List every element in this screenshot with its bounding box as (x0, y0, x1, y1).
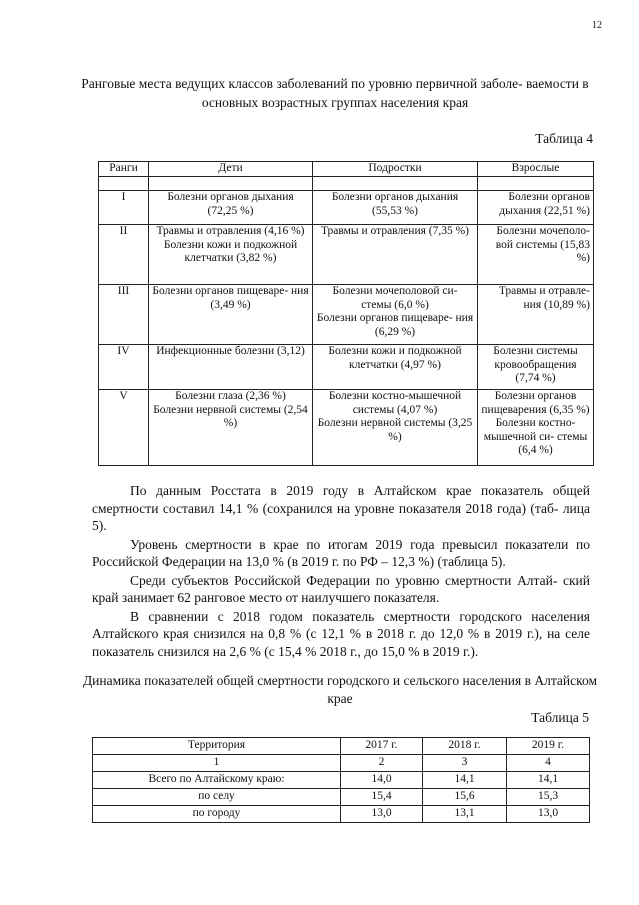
adults-cell: Болезни органов дыхания (22,51 %) (478, 191, 594, 225)
table-row (93, 772, 590, 789)
header-2017: 2017 г. (341, 738, 423, 755)
value-2018: 15,6 (423, 789, 507, 806)
header-2019: 2019 г. (507, 738, 590, 755)
teens-cell (313, 285, 478, 345)
column-number: 2 (341, 755, 423, 772)
value-2018: 13,1 (423, 806, 507, 823)
column-number: 1 (93, 755, 341, 772)
value-2017: 14,0 (341, 772, 423, 789)
teens-cell: Травмы и отравления (7,35 %) (313, 225, 478, 285)
teens-item-2: Болезни нервной системы (3,25 %) (317, 417, 473, 443)
header-ranks: Ранги (99, 162, 149, 177)
value-2017: 13,0 (341, 806, 423, 823)
table-row (99, 191, 594, 225)
table-row (99, 285, 594, 345)
paragraph: Среди субъектов Российской Федерации по уровню смертности Алтай- ский край занимает 62 ранговое место от наилучшего показателя. (92, 572, 590, 605)
table4 (98, 161, 594, 466)
table-row (93, 789, 590, 806)
adults-cell: Болезни системы кровообращения (7,74 %) (478, 345, 594, 390)
value-2019: 15,3 (507, 789, 590, 806)
territory-cell: Всего по Алтайскому краю: (93, 772, 341, 789)
table4-label: Таблица 4 (535, 131, 593, 146)
teens-item-1: Болезни мочеполовой си- стемы (6,0 %) (332, 285, 458, 311)
teens-cell: Болезни кожи и подкожной клетчатки (4,97 %) (313, 345, 478, 390)
rank-cell: V (99, 390, 149, 466)
rank-cell: III (99, 285, 149, 345)
teens-cell: Болезни органов дыхания (55,53 %) (313, 191, 478, 225)
children-item-2: Болезни кожи и подкожной клетчатки (3,82 %) (163, 238, 298, 265)
page-number: 12 (592, 20, 602, 31)
paragraph: По данным Росстата в 2019 году в Алтайском крае показатель общей смертности составил 14,1 % (сохранился на уровне показателя 2018 года) (таб- лица 5). (92, 483, 590, 533)
children-item-1: Травмы и отравления (4,16 %) (156, 225, 305, 237)
adults-cell: Травмы и отравле- ния (10,89 %) (478, 285, 594, 345)
table4-header-row (99, 162, 594, 177)
value-2018: 14,1 (423, 772, 507, 789)
value-2017: 15,4 (341, 789, 423, 806)
children-cell: Инфекционные болезни (3,12) (149, 345, 313, 390)
territory-cell: по селу (93, 789, 341, 806)
header-teens: Подростки (313, 162, 478, 177)
paragraph: Уровень смертности в крае по итогам 2019 года превысил показатели по Российской Федерации на 13,0 % (в 2019 г. по РФ – 12,3 %) (таблица 5). (92, 536, 590, 569)
header-adults: Взрослые (478, 162, 594, 177)
paragraph: В сравнении с 2018 годом показатель смертности городского населения Алтайского края снизился на 0,8 % (с 12,1 % в 2018 г. до 12,0 % в 2019 г.), на селе показатель снизился на 2,6 % (с 15,4 % 2018 г., до 15,0 % в 2019 г.). (92, 608, 590, 659)
body-text (92, 482, 590, 660)
header-2018: 2018 г. (423, 738, 507, 755)
table5-label: Таблица 5 (531, 710, 589, 725)
teens-cell (313, 390, 478, 466)
column-number: 3 (423, 755, 507, 772)
children-cell: Болезни органов дыхания (72,25 %) (149, 191, 313, 225)
children-cell (149, 225, 313, 285)
table5-header-row (93, 738, 590, 755)
teens-item-1: Болезни костно-мышечной системы (4,07 %) (328, 390, 462, 416)
table4-blank-row (99, 177, 594, 191)
children-cell (149, 390, 313, 466)
value-2019: 14,1 (507, 772, 590, 789)
rank-cell: IV (99, 345, 149, 390)
table-row (99, 390, 594, 466)
territory-cell: по городу (93, 806, 341, 823)
header-children: Дети (149, 162, 313, 177)
table5 (92, 737, 590, 823)
table-row (93, 806, 590, 823)
rank-cell: II (99, 225, 149, 285)
table-row (99, 345, 594, 390)
teens-item-2: Болезни органов пищеваре- ния (6,29 %) (316, 312, 474, 338)
table5-number-row (93, 755, 590, 772)
adults-cell: Болезни мочеполо- вой системы (15,83 %) (478, 225, 594, 285)
children-item-1: Болезни глаза (2,36 %) (175, 390, 286, 402)
children-item-2: Болезни нервной системы (2,54 %) (153, 403, 308, 430)
table-row (99, 225, 594, 285)
children-cell: Болезни органов пищеваре- ния (3,49 %) (149, 285, 313, 345)
rank-cell: I (99, 191, 149, 225)
column-number: 4 (507, 755, 590, 772)
value-2019: 13,0 (507, 806, 590, 823)
table4-title: Ранговые места ведущих классов заболеваний по уровню первичной заболе- ваемости в основных возрастных группах населения края (81, 76, 589, 110)
header-territory: Территория (93, 738, 341, 755)
table5-title: Динамика показателей общей смертности городского и сельского населения в Алтайском крае (82, 673, 598, 706)
adults-cell: Болезни органов пищеварения (6,35 %) Болезни костно- мышечной си- стемы (6,4 %) (478, 390, 594, 466)
